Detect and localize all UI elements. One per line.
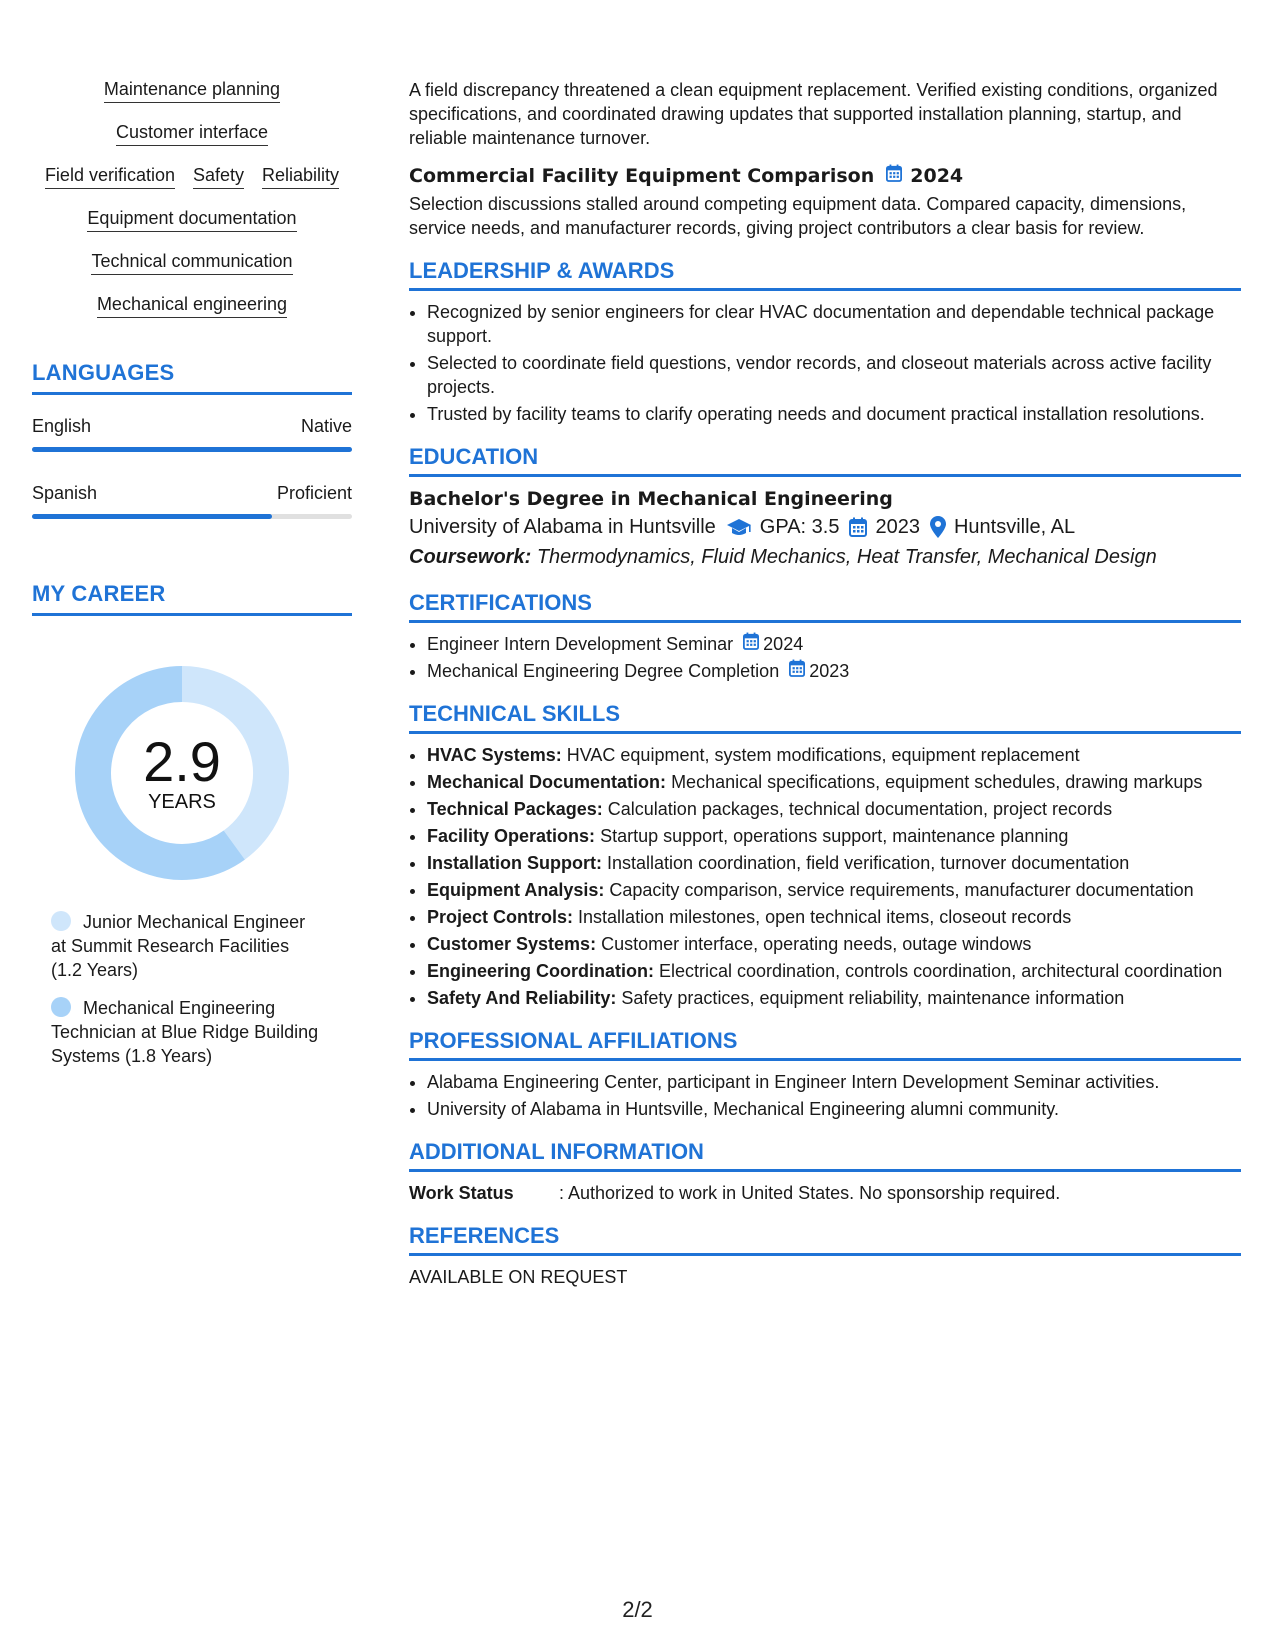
education-details: [409, 512, 1241, 542]
language-level-fill: [32, 514, 272, 519]
main-content: [409, 78, 1241, 1289]
technical-skill-label: Technical Packages:: [427, 799, 603, 819]
technical-skill-item: [427, 770, 1241, 794]
career-donut-chart: [67, 658, 297, 888]
calendar-icon: [886, 164, 902, 188]
career-list: [32, 910, 352, 1068]
technical-skill-label: Equipment Analysis:: [427, 880, 605, 900]
certification-year: 2024: [763, 634, 804, 654]
certification-date: [743, 632, 803, 656]
education-degree: Bachelor's Degree in Mechanical Engineering: [409, 488, 893, 510]
affiliation-item: • University of Alabama in Huntsville, Mechanical Engineering alumni community.: [427, 1097, 1241, 1121]
references-section: [409, 1223, 1241, 1289]
skill-tag: Field verification: [45, 164, 175, 189]
education-year: 2023: [875, 516, 920, 538]
certifications-title: CERTIFICATIONS: [409, 590, 1241, 623]
certification-name: Mechanical Engineering Degree Completion: [427, 661, 780, 681]
technical-skills-section: [409, 701, 1241, 1010]
language-level: Native: [300, 416, 352, 436]
technical-skill-text: Safety practices, equipment reliability, maintenance information: [621, 988, 1125, 1008]
language-name: Spanish: [32, 483, 98, 503]
calendar-icon: [789, 659, 805, 683]
language-level-fill: [32, 447, 352, 452]
work-status-value: : Authorized to work in United States. No sponsorship required.: [559, 1183, 1061, 1203]
references-text: AVAILABLE ON REQUEST: [409, 1267, 628, 1287]
certification-item: [427, 632, 1241, 656]
certification-date: [789, 659, 849, 683]
technical-skill-label: Project Controls:: [427, 907, 574, 927]
certification-year: 2023: [809, 661, 850, 681]
references-title: REFERENCES: [409, 1223, 1241, 1256]
leadership-item: • Recognized by senior engineers for clear HVAC documentation and dependable technical package support.: [427, 300, 1241, 348]
skill-tag-row: [32, 207, 352, 232]
language-level: Proficient: [276, 483, 352, 503]
languages-title: LANGUAGES: [32, 360, 352, 395]
technical-skill-text: Electrical coordination, controls coordination, architectural coordination: [659, 961, 1223, 981]
career-legend-label: Mechanical Engineering Technician at Blue Ridge Building Systems (1.8 Years): [51, 998, 319, 1066]
career-legend-dot: [51, 997, 71, 1017]
affiliations-list: [409, 1070, 1241, 1121]
language-item: [32, 415, 352, 452]
technical-skill-item: [427, 905, 1241, 929]
language-name: English: [32, 416, 92, 436]
career-legend-item: [51, 910, 321, 982]
education-section: [409, 444, 1241, 572]
skill-tag: Maintenance planning: [104, 78, 280, 103]
languages-list: [32, 415, 352, 519]
technical-skills-title: TECHNICAL SKILLS: [409, 701, 1241, 734]
certifications-list: [409, 632, 1241, 683]
page-number: 2/2: [622, 1597, 653, 1622]
affiliation-item: • Alabama Engineering Center, participant in Engineer Intern Development Seminar activities.: [427, 1070, 1241, 1094]
technical-skill-item: [427, 878, 1241, 902]
technical-skill-label: HVAC Systems:: [427, 745, 562, 765]
project-title: Commercial Facility Equipment Comparison: [409, 165, 875, 187]
education-location: Huntsville, AL: [953, 516, 1076, 538]
project-year: 2024: [910, 165, 964, 187]
technical-skill-item: [427, 851, 1241, 875]
calendar-icon: [743, 632, 759, 656]
project-description: A field discrepancy threatened a clean equipment replacement. Verified existing conditions, organized specifications, and coordinated drawing updates that supported installation planning, startup, and reliable maintenance turnover.: [409, 80, 1218, 148]
technical-skills-list: [409, 743, 1241, 1010]
project-description: Selection discussions stalled around competing equipment data. Compared capacity, dimensions, service needs, and manufacturer records, giving project contributors a clear basis for review.: [409, 194, 1187, 238]
skill-tag: Customer interface: [116, 121, 268, 146]
technical-skill-label: Installation Support:: [427, 853, 602, 873]
technical-skill-text: HVAC equipment, system modifications, equipment replacement: [566, 745, 1080, 765]
technical-skill-label: Safety And Reliability:: [427, 988, 617, 1008]
skill-tag: Mechanical engineering: [97, 293, 287, 318]
certification-item: [427, 659, 1241, 683]
technical-skill-label: Facility Operations:: [427, 826, 596, 846]
affiliations-title: PROFESSIONAL AFFILIATIONS: [409, 1028, 1241, 1061]
skill-tag-row: [32, 164, 352, 189]
technical-skill-text: Capacity comparison, service requirements, manufacturer documentation: [609, 880, 1194, 900]
technical-skill-text: Customer interface, operating needs, outage windows: [601, 934, 1032, 954]
certifications-section: [409, 590, 1241, 683]
skill-tag: Safety: [193, 164, 244, 189]
education-coursework: [409, 542, 1241, 572]
technical-skill-label: Engineering Coordination:: [427, 961, 654, 981]
skill-tag-row: [32, 78, 352, 103]
additional-info-title: ADDITIONAL INFORMATION: [409, 1139, 1241, 1172]
education-title: EDUCATION: [409, 444, 1241, 477]
work-status-label: Work Status: [409, 1183, 514, 1203]
leadership-item: • Trusted by facility teams to clarify operating needs and document practical installation resolutions.: [427, 402, 1241, 426]
language-row: [32, 482, 352, 504]
certification-name: Engineer Intern Development Seminar: [427, 634, 734, 654]
project-title-row: [409, 164, 1241, 188]
technical-skill-text: Startup support, operations support, maintenance planning: [600, 826, 1069, 846]
sidebar: [32, 78, 352, 1068]
additional-info-section: [409, 1139, 1241, 1205]
leadership-item: • Selected to coordinate field questions, vendor records, and closeout materials across active facility projects.: [427, 351, 1241, 399]
language-level-bar: [32, 447, 352, 452]
career-unit: YEARS: [148, 790, 216, 813]
leadership-title: LEADERSHIP & AWARDS: [409, 258, 1241, 291]
graduation-cap-icon: [726, 517, 752, 537]
career-legend-item: [51, 996, 321, 1068]
technical-skill-label: Mechanical Documentation:: [427, 772, 667, 792]
calendar-icon: [849, 517, 867, 537]
coursework-label: Coursework:: [409, 546, 532, 568]
skill-tag: Technical communication: [91, 250, 292, 275]
technical-skill-item: [427, 959, 1241, 983]
language-row: [32, 415, 352, 437]
leadership-list: [409, 300, 1241, 426]
affiliations-section: [409, 1028, 1241, 1121]
technical-skill-text: Mechanical specifications, equipment schedules, drawing markups: [671, 772, 1203, 792]
technical-skill-text: Installation coordination, field verification, turnover documentation: [607, 853, 1130, 873]
skill-tags: [32, 78, 352, 318]
skill-tag-row: [32, 293, 352, 318]
map-pin-icon: [930, 516, 946, 538]
languages-section: [32, 360, 352, 519]
technical-skill-item: [427, 986, 1241, 1010]
education-gpa: GPA: 3.5: [759, 516, 840, 538]
technical-skill-item: [427, 797, 1241, 821]
coursework-text: Thermodynamics, Fluid Mechanics, Heat Transfer, Mechanical Design: [536, 546, 1157, 568]
career-legend-label: Junior Mechanical Engineer at Summit Research Facilities (1.2 Years): [51, 912, 306, 980]
language-level-bar: [32, 514, 352, 519]
skill-tag-row: [32, 250, 352, 275]
project-list: [409, 164, 1241, 240]
technical-skill-item: [427, 824, 1241, 848]
education-school: University of Alabama in Huntsville: [409, 516, 716, 538]
career-total: 2.9: [143, 729, 221, 793]
language-item: [32, 482, 352, 519]
career-section: [32, 581, 352, 1068]
technical-skill-label: Customer Systems:: [427, 934, 597, 954]
technical-skill-text: Installation milestones, open technical items, closeout records: [578, 907, 1072, 927]
work-status-row: [409, 1181, 1241, 1205]
career-legend-dot: [51, 911, 71, 931]
projects-section: [409, 78, 1241, 240]
technical-skill-text: Calculation packages, technical documentation, project records: [607, 799, 1113, 819]
career-title: MY CAREER: [32, 581, 352, 616]
skill-tag-row: [32, 121, 352, 146]
leadership-section: [409, 258, 1241, 426]
career-donut-center: [67, 658, 297, 888]
technical-skill-item: [427, 743, 1241, 767]
technical-skill-item: [427, 932, 1241, 956]
skill-tag: Equipment documentation: [87, 207, 296, 232]
skill-tag: Reliability: [262, 164, 339, 189]
